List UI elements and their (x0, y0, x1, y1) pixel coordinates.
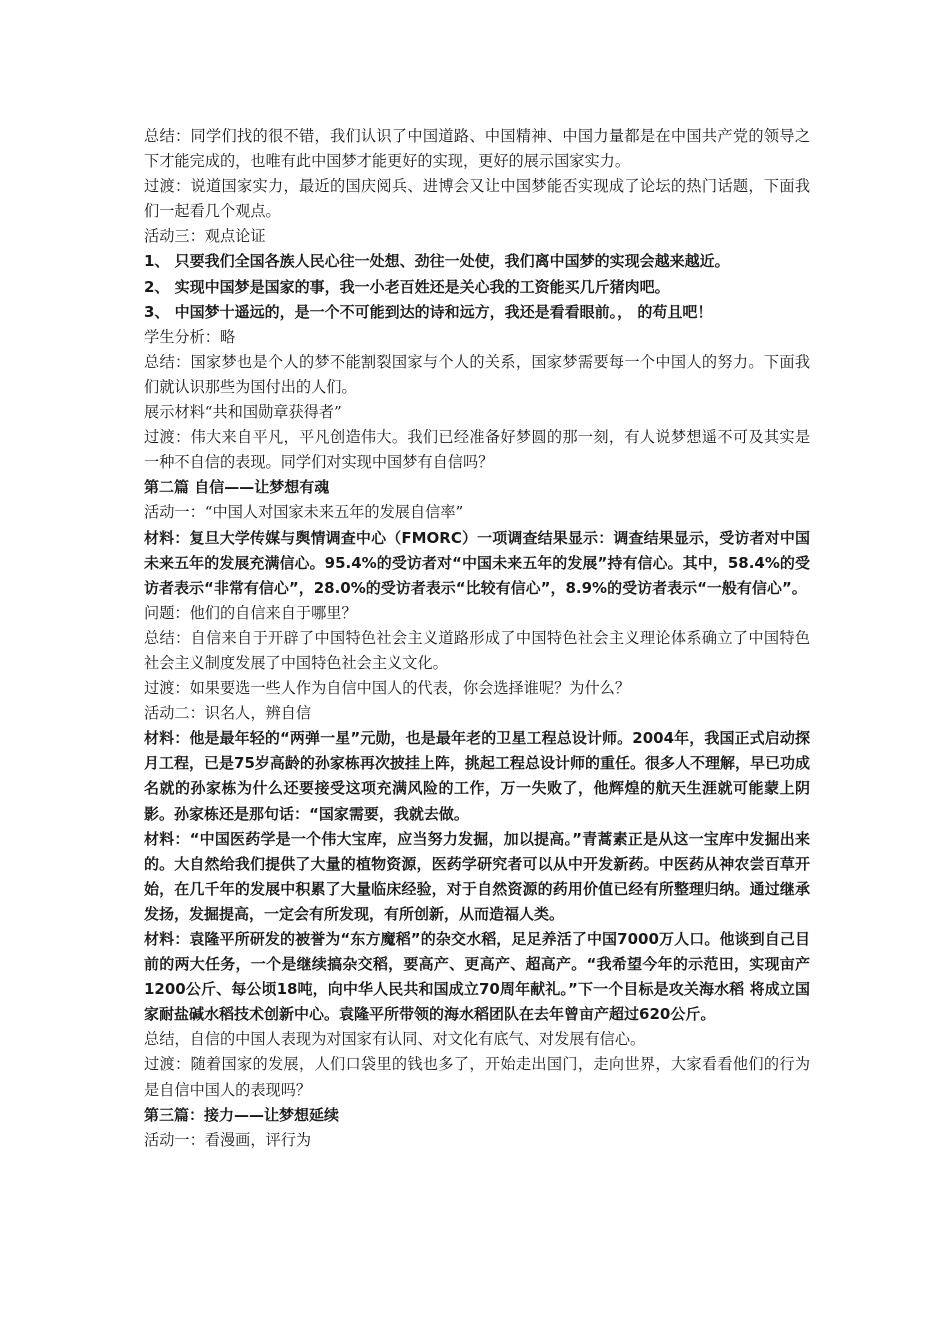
summary-paragraph: 总结：国家梦也是个人的梦不能割裂国家与个人的关系，国家梦需要每一个中国人的努力。下面我们就认识那些为国付出的人们。 (144, 352, 810, 396)
student-analysis: 学生分析：略 (144, 327, 236, 346)
material-display: 展示材料“共和国勋章获得者” (144, 403, 342, 422)
summary-paragraph: 总结：同学们找的很不错，我们认识了中国道路、中国精神、中国力量都是在中国共产党的领导之下才能完成的，也唯有此中国梦才能更好的实现，更好的展示国家实力。 (144, 127, 810, 171)
summary-paragraph: 总结：自信来自于开辟了中国特色社会主义道路形成了中国特色社会主义理论体系确立了中国特色社会主义制度发展了中国特色社会主义文化。 (144, 628, 810, 672)
section-heading: 第三篇：接力——让梦想延续 (144, 1105, 340, 1124)
section-heading: 第二篇 自信——让梦想有魂 (144, 478, 330, 497)
material-paragraph: 材料：复旦大学传媒与舆情调查中心（FMORC）一项调查结果显示：调查结果显示，受访者对中国未来五年的发展充满信心。95.4%的受访者对“中国未来五年的发展”持有信心。其中，58.4%的受访者表示“非常有信心”，28.0%的受访者表示“比较有信心”，8.9%的受访者表示“一般有信心”。 (144, 528, 810, 597)
transition-paragraph: 过渡：说道国家实力，最近的国庆阅兵、进博会又让中国梦能否实现成了论坛的热门话题，下面我们一起看几个观点。 (144, 177, 810, 221)
question-paragraph: 问题：他们的自信来自于哪里？ (144, 603, 357, 622)
material-paragraph: 材料：袁隆平所研发的被誉为“东方魔稻”的杂交水稻，足足养活了中国7000万人口。他谈到自己目前的两大任务，一个是继续搞杂交稻，要高产、更高产、超高产。“我希望今年的示范田，实现亩产1200公斤、每公顷18吨，向中华人民共和国成立70周年献礼。”下一个目标是攻关海水稻 将成立国家耐盐碱水稻技术创新中心。袁隆平所带领的海水稻团队在去年曾亩产超过620公斤。 (144, 930, 810, 1024)
viewpoint-item: 3、 中国梦十遥远的，是一个不可能到达的诗和远方，我还是看看眼前。， 的苟且吧！ (144, 302, 713, 321)
material-paragraph: 材料：他是最年轻的“两弹一星”元勋，也是最年老的卫星工程总设计师。2004年，我国正式启动探月工程，已是75岁高龄的孙家栋再次披挂上阵，挑起工程总设计师的重任。很多人不理解，早已功成名就的孙家栋为什么还要接受这项充满风险的工作，万一失败了，他辉煌的航天生涯就可能蒙上阴影。孙家栋还是那句话：“国家需要，我就去做。 (144, 729, 810, 823)
transition-paragraph: 过渡：伟大来自平凡，平凡创造伟大。我们已经准备好梦圆的那一刻，有人说梦想遥不可及其实是一种不自信的表现。同学们对实现中国梦有自信吗？ (144, 428, 810, 472)
transition-paragraph: 过渡：如果要选一些人作为自信中国人的代表，你会选择谁呢？为什么？ (144, 679, 630, 698)
material-paragraph: 材料：“中国医药学是一个伟大宝库，应当努力发掘，加以提高。”青蒿素正是从这一宝库中发掘出来的。大自然给我们提供了大量的植物资源，医药学研究者可以从中开发新药。中医药从神农尝百草开始，在几千年的发展中积累了大量临床经验，对于自然资源的药用价值已经有所整理归纳。通过继承发扬，发掘提高，一定会有所发现，有所创新，从而造福人类。 (144, 829, 810, 923)
viewpoint-item: 2、 实现中国梦是国家的事，我一小老百姓还是关心我的工资能买几斤猪肉吧。 (144, 277, 670, 296)
transition-paragraph: 过渡：随着国家的发展，人们口袋里的钱也多了，开始走出国门，走向世界，大家看看他们的行为是自信中国人的表现吗？ (144, 1055, 810, 1099)
document-page (144, 124, 810, 1153)
activity-heading: 活动二：识名人，辨自信 (144, 704, 312, 723)
activity-heading: 活动三：观点论证 (144, 227, 266, 246)
activity-heading: 活动一：看漫画，评行为 (144, 1130, 312, 1149)
summary-paragraph: 总结，自信的中国人表现为对国家有认同、对文化有底气、对发展有信心。 (144, 1030, 646, 1049)
activity-heading: 活动一：“中国人对国家未来五年的发展自信率” (144, 503, 464, 522)
viewpoint-item: 1、 只要我们全国各族人民心往一处想、劲往一处使，我们离中国梦的实现会越来越近。 (144, 252, 730, 271)
